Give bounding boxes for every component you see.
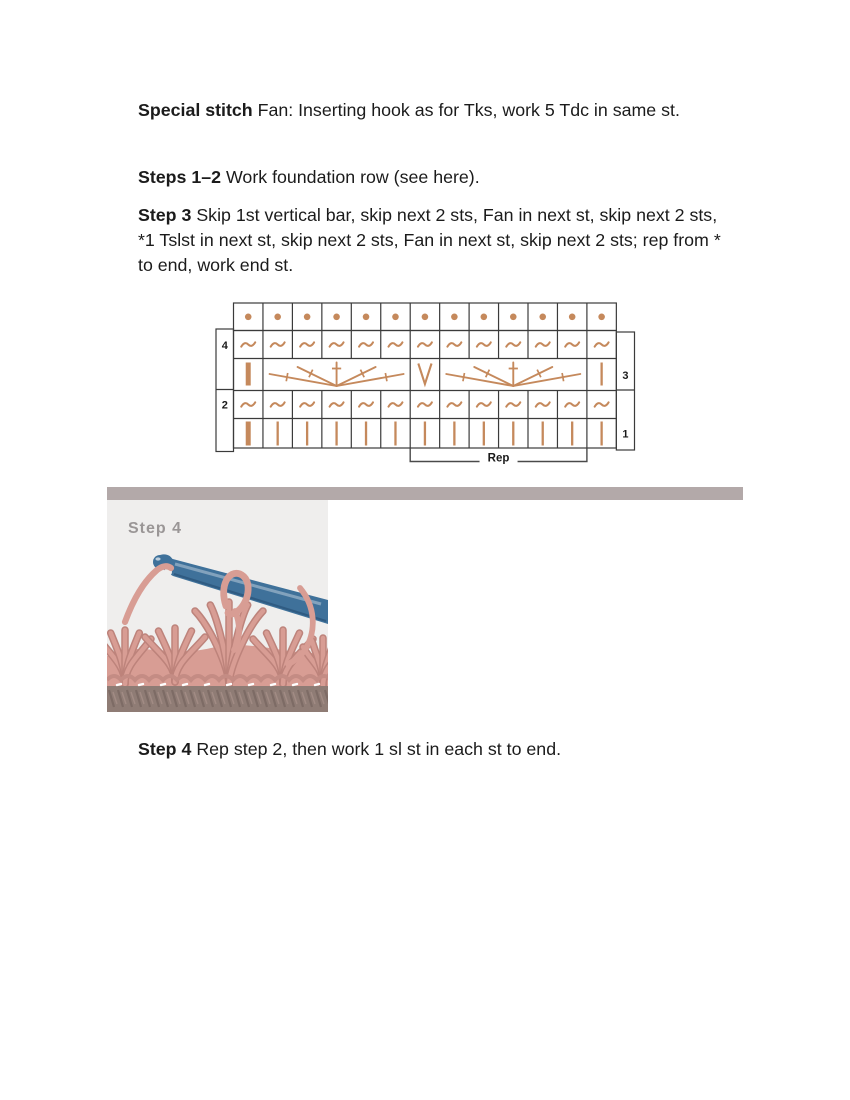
svg-text:1: 1	[622, 428, 629, 441]
step-3-label: Step 3	[138, 205, 192, 225]
step-4-photo	[107, 500, 328, 712]
step-3-text: Skip 1st vertical bar, skip next 2 sts, Fan in next st, skip next 2 sts, *1 Tslst in next st, skip next 2 sts, Fan in next st, skip next 2 sts; rep from * to end, work end st.	[138, 205, 721, 275]
special-stitch-text: Fan: Inserting hook as for Tks, work 5 Tdc in same st.	[252, 100, 680, 120]
svg-text:3: 3	[622, 370, 629, 382]
rep-bracket	[410, 449, 587, 465]
svg-text:4: 4	[221, 340, 228, 352]
paragraph-step-4	[138, 737, 732, 762]
steps-1-2-label: Steps 1–2	[138, 167, 222, 187]
step-4-label: Step 4	[138, 739, 192, 759]
hook-highlight	[155, 557, 160, 560]
paragraph-special-stitch	[138, 98, 732, 123]
crochet-stitch-chart	[214, 296, 638, 468]
chart-symbols	[241, 314, 608, 446]
steps-1-2-text: Work foundation row (see here).	[221, 167, 480, 187]
svg-text:2: 2	[221, 399, 228, 412]
photo-caption: Step 4	[128, 520, 183, 537]
svg-text:Rep: Rep	[487, 452, 510, 465]
special-stitch-label: Special stitch	[138, 100, 253, 120]
step-4-text: Rep step 2, then work 1 sl st in each st to end.	[191, 739, 562, 759]
paragraph-step-3	[138, 203, 732, 278]
section-divider-bar	[107, 487, 743, 500]
paragraph-steps-1-2	[138, 165, 732, 190]
